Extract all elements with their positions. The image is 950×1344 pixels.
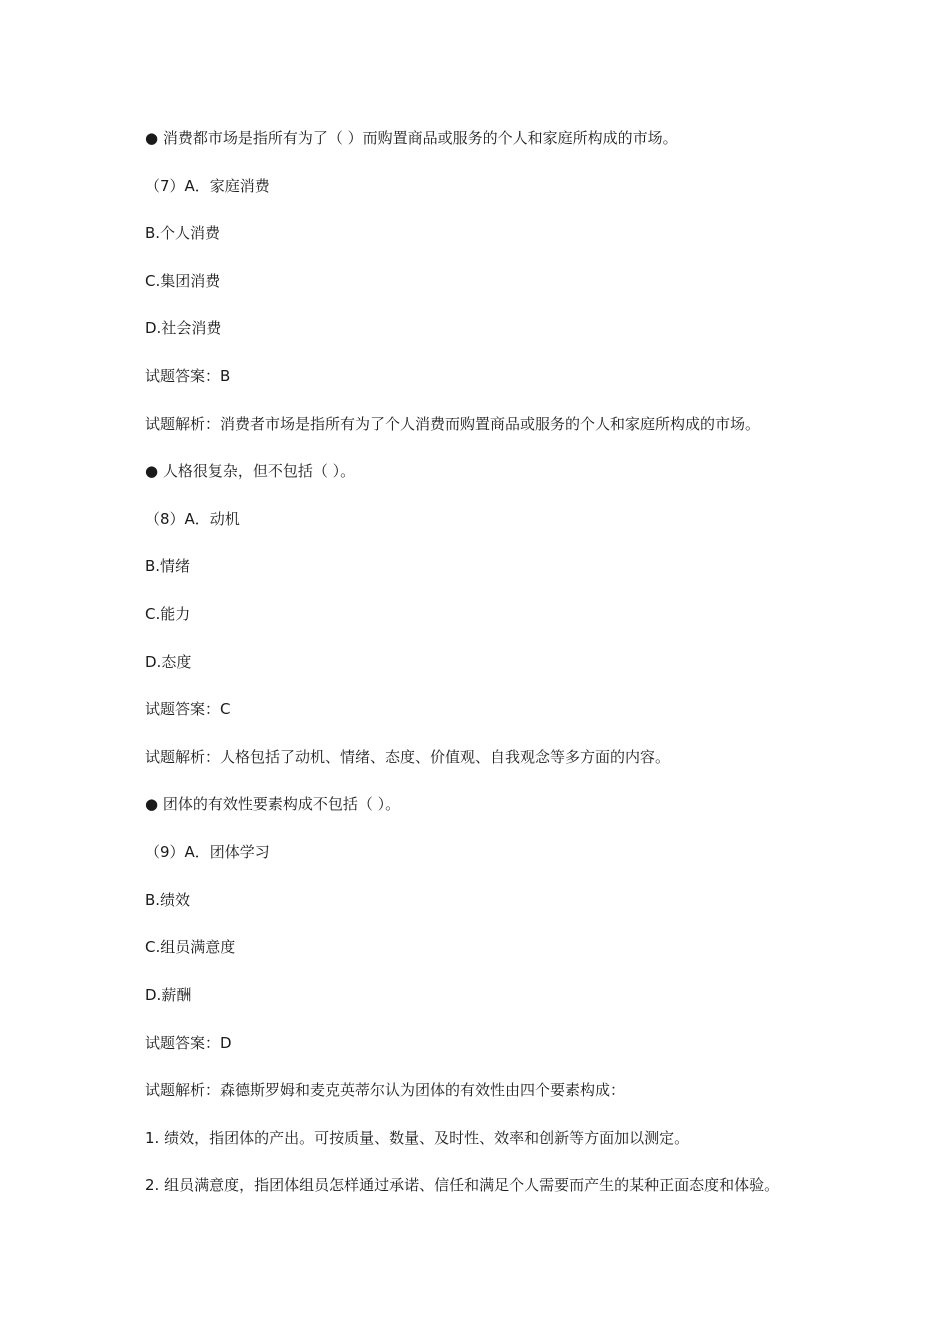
question-8-option-b: B.情绪 [145, 557, 191, 575]
question-8-option-c: C.能力 [145, 605, 191, 623]
question-7-option-a: （7）A．家庭消费 [145, 177, 270, 195]
explanation-point-1: 1. 绩效，指团体的产出。可按质量、数量、及时性、效率和创新等方面加以测定。 [145, 1129, 690, 1147]
question-7-option-b: B.个人消费 [145, 224, 221, 242]
question-8-explanation: 试题解析：人格包括了动机、情绪、态度、价值观、自我观念等多方面的内容。 [145, 748, 671, 766]
question-9-answer: 试题答案：D [145, 1034, 232, 1052]
question-9-option-a: （9）A．团体学习 [145, 843, 270, 861]
question-7-answer: 试题答案：B [145, 367, 231, 385]
question-8-stem: ● 人格很复杂，但不包括（ ）。 [145, 462, 356, 480]
question-7-explanation: 试题解析：消费者市场是指所有为了个人消费而购置商品或服务的个人和家庭所构成的市场。 [145, 415, 761, 433]
question-9-explanation: 试题解析：森德斯罗姆和麦克英蒂尔认为团体的有效性由四个要素构成： [145, 1081, 626, 1099]
question-7-stem: ● 消费都市场是指所有为了（ ）而购置商品或服务的个人和家庭所构成的市场。 [145, 129, 678, 147]
question-8-option-a: （8）A．动机 [145, 510, 240, 528]
question-7-option-c: C.集团消费 [145, 272, 221, 290]
question-9-stem: ● 团体的有效性要素构成不包括（ ）。 [145, 795, 401, 813]
question-9-option-d: D.薪酬 [145, 986, 192, 1004]
question-9-option-c: C.组员满意度 [145, 938, 236, 956]
question-8-answer: 试题答案：C [145, 700, 231, 718]
question-8-option-d: D.态度 [145, 653, 192, 671]
question-7-option-d: D.社会消费 [145, 319, 222, 337]
explanation-point-2: 2. 组员满意度，指团体组员怎样通过承诺、信任和满足个人需要而产生的某种正面态度和体验。 [145, 1176, 780, 1194]
question-9-option-b: B.绩效 [145, 891, 191, 909]
